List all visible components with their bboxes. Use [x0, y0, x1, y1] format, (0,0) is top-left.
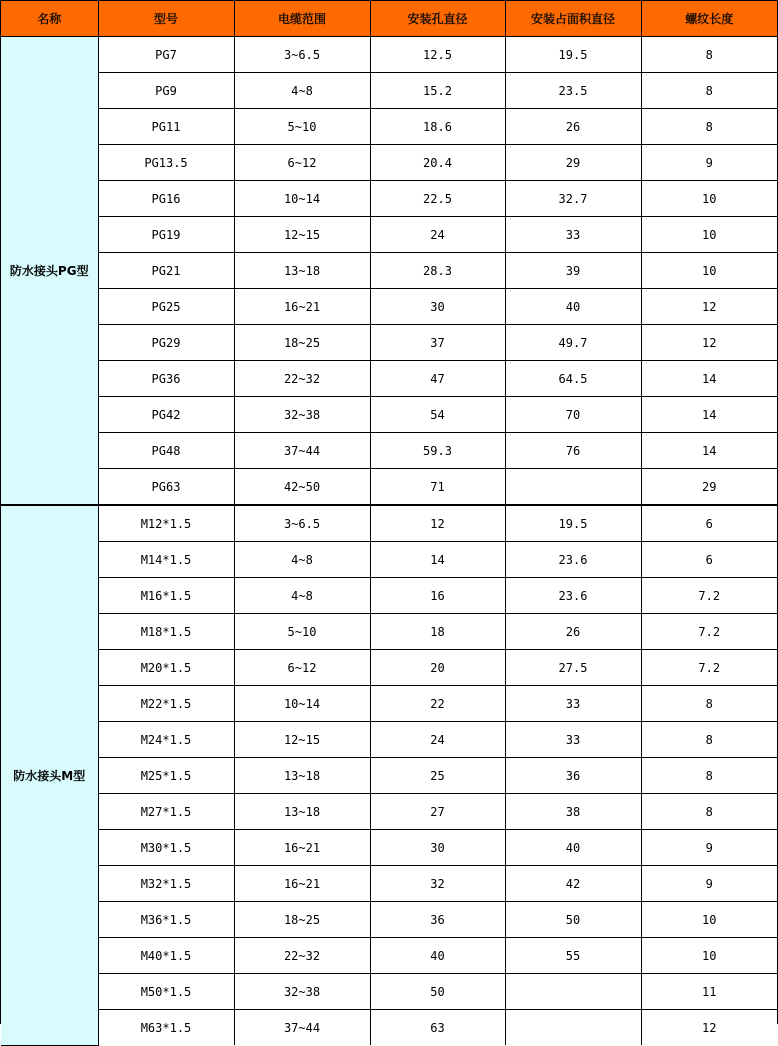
- model-cell: M63*1.5: [98, 1010, 234, 1046]
- cable-range-cell: 16~21: [234, 866, 370, 902]
- footprint-cell: 26: [505, 614, 641, 650]
- footprint-cell: [505, 974, 641, 1010]
- group-name-cell: 防水接头PG型: [1, 37, 98, 506]
- model-cell: M50*1.5: [98, 974, 234, 1010]
- thread-length-cell: 8: [641, 109, 777, 145]
- model-cell: PG21: [98, 253, 234, 289]
- model-cell: PG42: [98, 397, 234, 433]
- thread-length-cell: 10: [641, 217, 777, 253]
- thread-length-cell: 29: [641, 469, 777, 506]
- footprint-cell: 70: [505, 397, 641, 433]
- footprint-cell: 42: [505, 866, 641, 902]
- header-model: 型号: [98, 1, 234, 37]
- footprint-cell: 33: [505, 217, 641, 253]
- footprint-cell: 50: [505, 902, 641, 938]
- cable-range-cell: 13~18: [234, 253, 370, 289]
- table-row: [1, 722, 777, 758]
- mounting-hole-cell: 15.2: [370, 73, 505, 109]
- cable-range-cell: 22~32: [234, 361, 370, 397]
- mounting-hole-cell: 37: [370, 325, 505, 361]
- footprint-cell: 36: [505, 758, 641, 794]
- mounting-hole-cell: 22: [370, 686, 505, 722]
- mounting-hole-cell: 30: [370, 289, 505, 325]
- model-cell: M27*1.5: [98, 794, 234, 830]
- model-cell: M40*1.5: [98, 938, 234, 974]
- footprint-cell: 76: [505, 433, 641, 469]
- mounting-hole-cell: 71: [370, 469, 505, 506]
- thread-length-cell: 8: [641, 794, 777, 830]
- cable-range-cell: 32~38: [234, 397, 370, 433]
- model-cell: PG29: [98, 325, 234, 361]
- cable-range-cell: 4~8: [234, 542, 370, 578]
- mounting-hole-cell: 32: [370, 866, 505, 902]
- thread-length-cell: 14: [641, 433, 777, 469]
- mounting-hole-cell: 50: [370, 974, 505, 1010]
- table-row: [1, 758, 777, 794]
- mounting-hole-cell: 30: [370, 830, 505, 866]
- table-row: [1, 145, 777, 181]
- footprint-cell: 29: [505, 145, 641, 181]
- mounting-hole-cell: 18.6: [370, 109, 505, 145]
- cable-gland-spec-table: [1, 1, 777, 1046]
- cable-range-cell: 5~10: [234, 109, 370, 145]
- cable-range-cell: 16~21: [234, 289, 370, 325]
- model-cell: PG19: [98, 217, 234, 253]
- mounting-hole-cell: 25: [370, 758, 505, 794]
- thread-length-cell: 12: [641, 325, 777, 361]
- mounting-hole-cell: 28.3: [370, 253, 505, 289]
- model-cell: PG16: [98, 181, 234, 217]
- table-row: [1, 1010, 777, 1046]
- cable-range-cell: 32~38: [234, 974, 370, 1010]
- header-name: 名称: [1, 1, 98, 37]
- cable-range-cell: 5~10: [234, 614, 370, 650]
- model-cell: M36*1.5: [98, 902, 234, 938]
- table-row: [1, 361, 777, 397]
- mounting-hole-cell: 20.4: [370, 145, 505, 181]
- model-cell: M30*1.5: [98, 830, 234, 866]
- thread-length-cell: 9: [641, 830, 777, 866]
- cable-range-cell: 12~15: [234, 722, 370, 758]
- mounting-hole-cell: 59.3: [370, 433, 505, 469]
- model-cell: PG13.5: [98, 145, 234, 181]
- cable-range-cell: 3~6.5: [234, 505, 370, 542]
- cable-range-cell: 10~14: [234, 686, 370, 722]
- mounting-hole-cell: 22.5: [370, 181, 505, 217]
- thread-length-cell: 9: [641, 145, 777, 181]
- thread-length-cell: 7.2: [641, 650, 777, 686]
- table-row: [1, 253, 777, 289]
- footprint-cell: [505, 469, 641, 506]
- cable-range-cell: 42~50: [234, 469, 370, 506]
- table-row: [1, 181, 777, 217]
- cable-range-cell: 6~12: [234, 650, 370, 686]
- group-m: [1, 505, 777, 1045]
- mounting-hole-cell: 40: [370, 938, 505, 974]
- thread-length-cell: 10: [641, 253, 777, 289]
- mounting-hole-cell: 36: [370, 902, 505, 938]
- thread-length-cell: 8: [641, 722, 777, 758]
- footprint-cell: 26: [505, 109, 641, 145]
- thread-length-cell: 10: [641, 902, 777, 938]
- mounting-hole-cell: 20: [370, 650, 505, 686]
- model-cell: PG25: [98, 289, 234, 325]
- table-row: [1, 866, 777, 902]
- cable-range-cell: 37~44: [234, 1010, 370, 1046]
- mounting-hole-cell: 18: [370, 614, 505, 650]
- mounting-hole-cell: 24: [370, 722, 505, 758]
- thread-length-cell: 10: [641, 938, 777, 974]
- table-row: [1, 433, 777, 469]
- model-cell: M32*1.5: [98, 866, 234, 902]
- group-pg: [1, 37, 777, 506]
- footprint-cell: 23.5: [505, 73, 641, 109]
- footprint-cell: [505, 1010, 641, 1046]
- footprint-cell: 27.5: [505, 650, 641, 686]
- model-cell: PG63: [98, 469, 234, 506]
- table-row: [1, 397, 777, 433]
- model-cell: PG36: [98, 361, 234, 397]
- footprint-cell: 40: [505, 289, 641, 325]
- table-row: [1, 325, 777, 361]
- table-row: [1, 902, 777, 938]
- table-row: [1, 505, 777, 542]
- thread-length-cell: 6: [641, 542, 777, 578]
- table-row: [1, 830, 777, 866]
- mounting-hole-cell: 63: [370, 1010, 505, 1046]
- model-cell: M18*1.5: [98, 614, 234, 650]
- model-cell: PG9: [98, 73, 234, 109]
- header-thread-length: 螺纹长度: [641, 1, 777, 37]
- footprint-cell: 19.5: [505, 505, 641, 542]
- model-cell: PG11: [98, 109, 234, 145]
- thread-length-cell: 12: [641, 289, 777, 325]
- model-cell: PG48: [98, 433, 234, 469]
- cable-range-cell: 3~6.5: [234, 37, 370, 73]
- table-row: [1, 650, 777, 686]
- thread-length-cell: 8: [641, 758, 777, 794]
- footprint-cell: 49.7: [505, 325, 641, 361]
- header-cable-range: 电缆范围: [234, 1, 370, 37]
- mounting-hole-cell: 14: [370, 542, 505, 578]
- thread-length-cell: 11: [641, 974, 777, 1010]
- thread-length-cell: 14: [641, 397, 777, 433]
- footprint-cell: 40: [505, 830, 641, 866]
- thread-length-cell: 6: [641, 505, 777, 542]
- cable-range-cell: 16~21: [234, 830, 370, 866]
- cable-range-cell: 4~8: [234, 73, 370, 109]
- table-row: [1, 974, 777, 1010]
- cable-range-cell: 18~25: [234, 902, 370, 938]
- footprint-cell: 33: [505, 722, 641, 758]
- cable-range-cell: 10~14: [234, 181, 370, 217]
- model-cell: M22*1.5: [98, 686, 234, 722]
- model-cell: M25*1.5: [98, 758, 234, 794]
- thread-length-cell: 10: [641, 181, 777, 217]
- cable-range-cell: 13~18: [234, 794, 370, 830]
- footprint-cell: 23.6: [505, 578, 641, 614]
- group-name-cell: 防水接头M型: [1, 505, 98, 1045]
- table-row: [1, 289, 777, 325]
- footprint-cell: 39: [505, 253, 641, 289]
- table-row: [1, 73, 777, 109]
- footprint-cell: 64.5: [505, 361, 641, 397]
- table-header: [1, 1, 777, 37]
- header-row: [1, 1, 777, 37]
- thread-length-cell: 8: [641, 73, 777, 109]
- cable-range-cell: 12~15: [234, 217, 370, 253]
- footprint-cell: 55: [505, 938, 641, 974]
- table-row: [1, 686, 777, 722]
- footprint-cell: 23.6: [505, 542, 641, 578]
- mounting-hole-cell: 24: [370, 217, 505, 253]
- table-row: [1, 938, 777, 974]
- thread-length-cell: 12: [641, 1010, 777, 1046]
- model-cell: M24*1.5: [98, 722, 234, 758]
- mounting-hole-cell: 47: [370, 361, 505, 397]
- model-cell: M14*1.5: [98, 542, 234, 578]
- cable-range-cell: 37~44: [234, 433, 370, 469]
- table-row: [1, 109, 777, 145]
- thread-length-cell: 14: [641, 361, 777, 397]
- table-row: [1, 37, 777, 73]
- table-row: [1, 794, 777, 830]
- table-row: [1, 469, 777, 506]
- mounting-hole-cell: 27: [370, 794, 505, 830]
- mounting-hole-cell: 54: [370, 397, 505, 433]
- table-row: [1, 578, 777, 614]
- cable-range-cell: 22~32: [234, 938, 370, 974]
- cable-range-cell: 13~18: [234, 758, 370, 794]
- table-row: [1, 614, 777, 650]
- cable-range-cell: 18~25: [234, 325, 370, 361]
- model-cell: M16*1.5: [98, 578, 234, 614]
- model-cell: M12*1.5: [98, 505, 234, 542]
- thread-length-cell: 9: [641, 866, 777, 902]
- table-row: [1, 217, 777, 253]
- footprint-cell: 32.7: [505, 181, 641, 217]
- header-footprint-diameter: 安装占面积直径: [505, 1, 641, 37]
- header-mounting-hole-diameter: 安装孔直径: [370, 1, 505, 37]
- mounting-hole-cell: 16: [370, 578, 505, 614]
- mounting-hole-cell: 12: [370, 505, 505, 542]
- footprint-cell: 38: [505, 794, 641, 830]
- table-row: [1, 542, 777, 578]
- footprint-cell: 33: [505, 686, 641, 722]
- thread-length-cell: 8: [641, 686, 777, 722]
- thread-length-cell: 7.2: [641, 578, 777, 614]
- thread-length-cell: 8: [641, 37, 777, 73]
- model-cell: PG7: [98, 37, 234, 73]
- mounting-hole-cell: 12.5: [370, 37, 505, 73]
- thread-length-cell: 7.2: [641, 614, 777, 650]
- footprint-cell: 19.5: [505, 37, 641, 73]
- model-cell: M20*1.5: [98, 650, 234, 686]
- cable-range-cell: 4~8: [234, 578, 370, 614]
- cable-range-cell: 6~12: [234, 145, 370, 181]
